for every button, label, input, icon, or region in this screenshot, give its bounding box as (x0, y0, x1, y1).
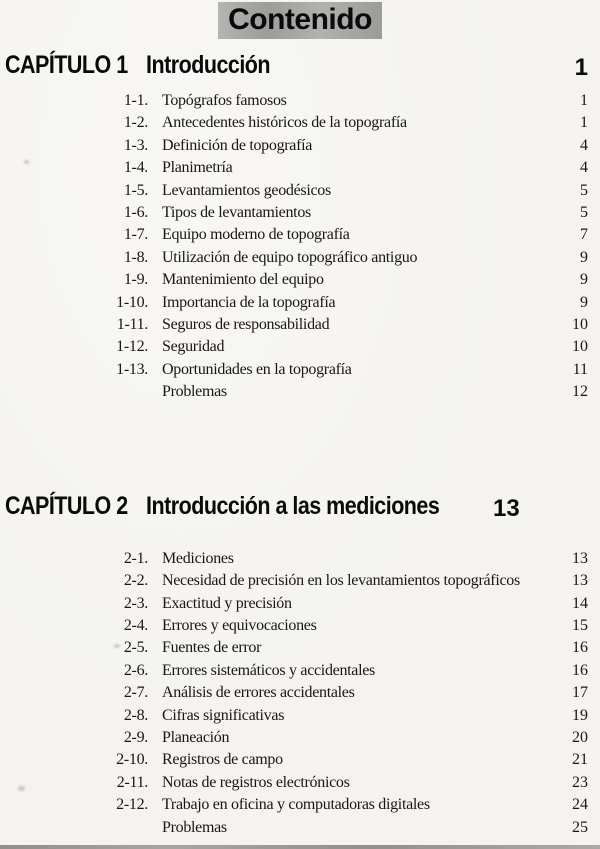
toc-entry (0, 269, 600, 291)
chapter-heading-text (5, 489, 439, 523)
entry-title: Análisis de errores accidentales (162, 684, 355, 702)
toc-entry (0, 749, 600, 771)
toc-entry (0, 548, 600, 570)
toc-entry (0, 336, 600, 358)
entry-page-number: 16 (572, 639, 588, 657)
entry-number: 2-1. (123, 549, 148, 567)
entry-title: Equipo moderno de topografía (162, 226, 350, 244)
toc-entry (0, 224, 600, 246)
entry-page-number: 12 (572, 383, 588, 401)
entry-title: Problemas (162, 818, 227, 836)
scan-speck (24, 160, 29, 164)
entry-number: 2-10. (116, 751, 148, 769)
entry-page-number: 10 (572, 338, 588, 356)
entry-page-number: 21 (572, 751, 588, 769)
entry-page-number: 19 (572, 706, 588, 724)
page-title-row (0, 0, 600, 39)
toc-entry (0, 570, 600, 592)
entry-number: 1-3. (123, 136, 148, 154)
entry-title: Antecedentes históricos de la topografía (162, 114, 407, 132)
entry-number: 2-12. (116, 796, 148, 814)
toc-entry (0, 90, 600, 112)
entry-number: 2-2. (123, 572, 148, 590)
entry-title: Errores y equivocaciones (162, 616, 317, 634)
entry-title: Tipos de levantamientos (162, 204, 311, 222)
entry-number: 1-1. (123, 92, 148, 109)
toc-entry (0, 381, 600, 403)
toc-entry (0, 292, 600, 314)
entry-page-number: 4 (580, 136, 588, 154)
entry-number: 2-11. (116, 773, 148, 791)
entry-page-number: 14 (572, 594, 588, 612)
entry-title: Seguros de responsabilidad (162, 316, 330, 334)
entry-number: 1-4. (123, 159, 148, 177)
entry-page-number: 5 (580, 181, 588, 199)
chapter-label: CAPÍTULO 1 (5, 51, 128, 79)
entry-title: Importancia de la topografía (162, 293, 336, 311)
entry-page-number: 9 (580, 293, 588, 311)
toc-entry (0, 314, 600, 336)
toc-entry (0, 112, 600, 134)
page-title: Contenido (218, 2, 382, 39)
entry-number: 2-8. (123, 706, 148, 724)
entry-title: Trabajo en oficina y computadoras digitales (162, 796, 430, 814)
scan-speck (114, 644, 120, 648)
entry-title: Mediciones (162, 549, 234, 567)
entry-number: 2-6. (123, 661, 148, 679)
chapter-page-number: 13 (493, 494, 520, 522)
entry-number: 2-3. (123, 594, 148, 612)
entry-page-number: 15 (572, 616, 588, 634)
toc-entry (0, 705, 600, 727)
entry-number: 2-9. (123, 728, 148, 746)
entry-number: 1-8. (123, 248, 148, 266)
toc-entry (0, 135, 600, 157)
entry-number: 1-9. (123, 271, 148, 289)
entry-title: Exactitud y precisión (162, 594, 292, 612)
entry-title: Oportunidades en la topografía (162, 360, 352, 378)
entry-page-number: 24 (572, 796, 588, 814)
entry-page-number: 4 (580, 159, 588, 177)
toc-entry (0, 180, 600, 202)
entry-page-number: 16 (572, 661, 588, 679)
toc-entry (0, 772, 600, 794)
entry-title: Fuentes de error (162, 639, 262, 657)
entry-title: Seguridad (162, 338, 225, 356)
toc-entry (0, 817, 600, 839)
toc-entry (0, 682, 600, 704)
entry-title: Errores sistemáticos y accidentales (162, 661, 375, 679)
entry-page-number: 1 (580, 114, 588, 132)
chapter-title: Introducción a las mediciones (146, 491, 440, 520)
chapter-heading (0, 489, 600, 523)
entry-page-number: 20 (572, 728, 588, 746)
entry-number: 2-7. (123, 684, 148, 702)
toc-entry (0, 157, 600, 179)
entry-page-number: 9 (580, 271, 588, 289)
entry-title: Problemas (162, 383, 227, 401)
entry-number: 1-6. (123, 204, 148, 222)
chapter-label: CAPÍTULO 2 (5, 491, 128, 520)
scan-bottom-edge (0, 845, 600, 849)
toc-entry (0, 727, 600, 749)
entry-page-number: 17 (572, 684, 588, 702)
toc-entry (0, 247, 600, 269)
entry-number: 1-10. (116, 293, 148, 311)
entry-title: Registros de campo (162, 751, 283, 769)
entry-page-number: 10 (572, 316, 588, 334)
entry-number: 1-11. (116, 316, 148, 334)
entry-title: Planimetría (162, 159, 233, 177)
scan-speck (18, 786, 25, 791)
chapter-page-number: 1 (574, 54, 588, 81)
toc (0, 48, 600, 839)
chapter-heading (0, 48, 600, 82)
entry-number: 2-4. (123, 616, 148, 634)
toc-entry (0, 202, 600, 224)
entry-page-number: 9 (580, 248, 588, 266)
entry-title: Levantamientos geodésicos (162, 181, 331, 199)
entry-number: 1-12. (116, 338, 148, 356)
toc-entry (0, 593, 600, 615)
entry-page-number: 23 (572, 773, 588, 791)
entry-title: Notas de registros electrónicos (162, 773, 350, 791)
entry-number: 1-13. (116, 360, 148, 378)
toc-entry (0, 794, 600, 816)
entry-number: 1-2. (123, 114, 148, 132)
toc-entry (0, 660, 600, 682)
entry-page-number: 13 (572, 572, 588, 590)
entry-page-number: 7 (580, 226, 588, 244)
entry-title: Planeación (162, 728, 230, 746)
entry-number: 1-7. (123, 226, 148, 244)
entry-title: Definición de topografía (162, 136, 313, 154)
entry-number: 1-5. (123, 181, 148, 199)
chapter-heading-text (5, 48, 270, 82)
entry-title: Utilización de equipo topográfico antiguo (162, 248, 418, 266)
entry-page-number: 5 (580, 204, 588, 222)
entry-page-number: 1 (580, 92, 588, 109)
entry-page-number: 11 (572, 360, 588, 378)
chapter-section (0, 48, 600, 404)
entry-page-number: 13 (572, 549, 588, 567)
entry-title: Mantenimiento del equipo (162, 271, 324, 289)
chapter-entries (0, 90, 600, 404)
entry-number: 2-5. (123, 639, 148, 657)
toc-entry (0, 359, 600, 381)
toc-entry (0, 615, 600, 637)
entry-title: Necesidad de precisión en los levantamientos topográficos (162, 572, 520, 590)
chapter-entries (0, 548, 600, 839)
entry-title: Topógrafos famosos (162, 92, 287, 109)
chapter-title: Introducción (146, 51, 271, 79)
chapter-section (0, 489, 600, 839)
entry-page-number: 25 (572, 818, 588, 836)
toc-entry (0, 637, 600, 659)
entry-title: Cifras significativas (162, 706, 285, 724)
